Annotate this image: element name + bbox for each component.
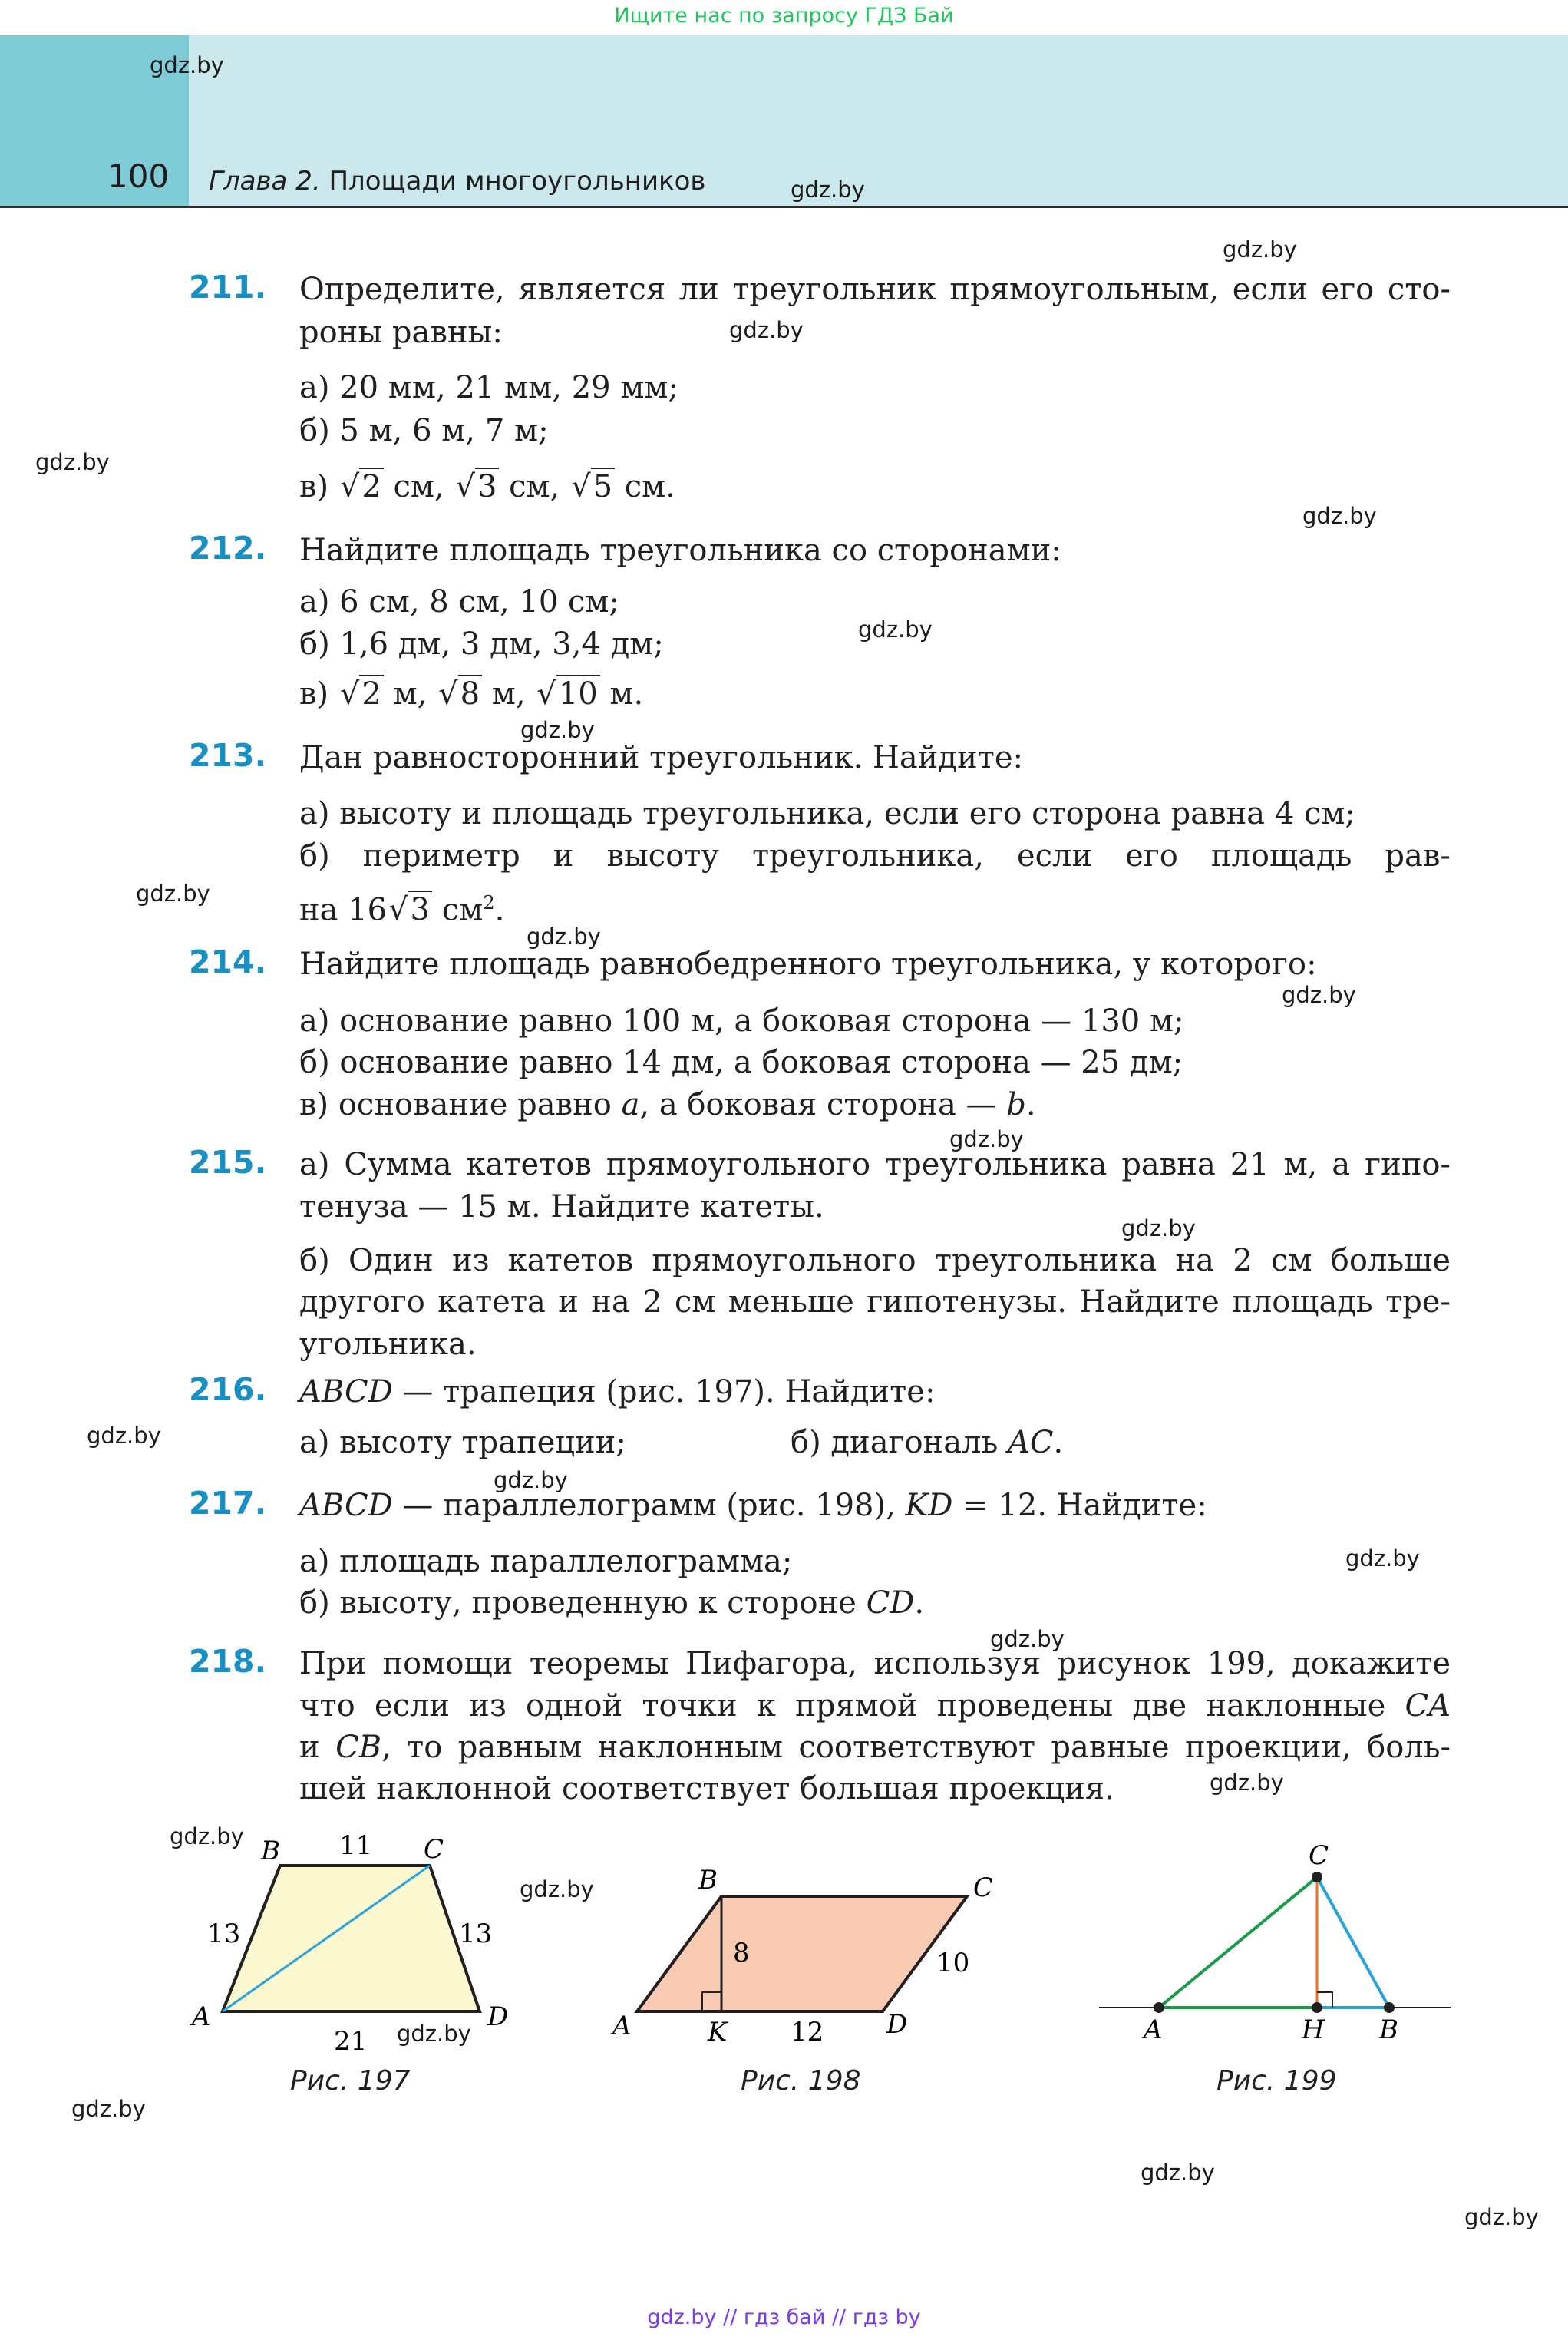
problem-option: а) основание равно 100 м, а боковая сторона — 130 м;: [299, 1003, 1184, 1039]
word: рав-: [1385, 838, 1451, 874]
text: б) высоту, проведенную к стороне: [299, 1585, 867, 1621]
watermark: gdz.by: [1464, 2204, 1539, 2230]
watermark: gdz.by: [397, 2021, 471, 2047]
text: и: [299, 1730, 336, 1765]
sqrt-expr: √3: [388, 891, 432, 928]
vertex-label: H: [1302, 2014, 1325, 2045]
var: CD: [866, 1585, 915, 1621]
watermark: gdz.by: [1223, 236, 1297, 263]
incline-ca: [1159, 1877, 1317, 2008]
vertex-label: C: [1309, 1840, 1329, 1871]
problem-option: [299, 1086, 1036, 1123]
watermark: gdz.by: [1345, 1545, 1420, 1572]
problem-text: [299, 1729, 1451, 1766]
problem-option: а) высоту трапеции;: [299, 1425, 626, 1460]
word: его: [1125, 838, 1178, 874]
vertex-label: A: [1144, 2014, 1163, 2045]
vertex-label: B: [1379, 2014, 1398, 2045]
problem-option: б) 1,6 дм, 3 дм, 3,4 дм;: [299, 626, 664, 662]
word: треугольника,: [751, 838, 984, 874]
watermark: gdz.by: [1210, 1770, 1284, 1796]
length-label: 13: [459, 1919, 493, 1949]
length-label: 10: [936, 1948, 970, 1978]
footer-links: gdz.by // гдз бай // гдз by: [647, 2305, 921, 2329]
point-c: [1312, 1872, 1322, 1882]
vertex-label: A: [612, 2011, 632, 2041]
word: площадь: [1210, 838, 1352, 874]
header-divider: [0, 206, 1568, 208]
var: b: [1006, 1087, 1026, 1122]
problem-text: При помощи теоремы Пифагора, используя рисунок 199, докажите: [299, 1646, 1451, 1681]
unit: м.: [609, 676, 644, 712]
figure-197-trapezoid: [177, 1819, 537, 2065]
watermark: gdz.by: [729, 317, 804, 343]
watermark: gdz.by: [858, 616, 933, 643]
unit: см,: [393, 469, 444, 504]
point-h: [1312, 2002, 1322, 2013]
text: .: [1053, 1425, 1064, 1460]
watermark: gdz.by: [87, 1423, 161, 1449]
watermark: gdz.by: [1121, 1215, 1196, 1241]
problem-text: б) Один из катетов прямоугольного треугольника на 2 см больше: [299, 1243, 1451, 1278]
length-label: 21: [334, 2026, 368, 2057]
sqrt-arg: 5: [591, 468, 615, 504]
problem-option: [299, 1585, 924, 1621]
text: .: [1025, 1087, 1036, 1122]
length-label: 11: [339, 1830, 373, 1861]
problem-number: 211.: [189, 269, 267, 306]
watermark: gdz.by: [520, 1876, 594, 1902]
unit: см: [441, 892, 484, 928]
unit: м,: [393, 676, 427, 712]
problem-text: другого катета и на 2 см меньше гипотенузы. Найдите площадь тре-: [299, 1284, 1451, 1320]
problem-text: а) Сумма катетов прямоугольного треугольника равна 21 м, а гипо-: [299, 1147, 1451, 1182]
vertex-label: A: [192, 2001, 211, 2032]
chapter-label: Глава 2.: [209, 166, 321, 197]
vertex-label: B: [698, 1865, 718, 1895]
figure-198-parallelogram: [606, 1858, 1021, 2057]
word: периметр: [362, 838, 520, 874]
option-label: в): [299, 469, 329, 504]
point-b: [1384, 2002, 1395, 2013]
problem-option: [299, 884, 504, 928]
problem-option: б) основание равно 14 дм, а боковая сторона — 25 дм;: [299, 1045, 1183, 1080]
sqrt-expr: √8: [438, 676, 482, 712]
figure-caption: Рис. 197: [290, 2065, 411, 2097]
text: .: [914, 1585, 925, 1621]
sqrt-expr: √10: [536, 676, 599, 712]
sqrt-arg: 3: [408, 891, 432, 927]
word: если: [1016, 838, 1093, 874]
var: AC: [1008, 1425, 1054, 1460]
problem-option: [299, 838, 1451, 874]
exponent: 2: [483, 892, 495, 914]
vertex-label: K: [708, 2017, 728, 2048]
sqrt-expr: √2: [340, 468, 384, 505]
problem-text: [299, 1687, 1451, 1724]
text: на 16: [299, 892, 388, 928]
problem-text: роны равны:: [299, 315, 503, 350]
length-label: 8: [733, 1938, 750, 1968]
sqrt-expr: √3: [455, 468, 499, 505]
page-number: 100: [107, 157, 170, 195]
problem-text: Определите, является ли треугольник прямоугольным, если его сто-: [299, 272, 1451, 307]
var: a: [621, 1087, 640, 1122]
incline-cb: [1317, 1877, 1389, 2008]
top-banner-note: Ищите нас по запросу ГДЗ Бай: [614, 4, 954, 28]
watermark: gdz.by: [71, 2096, 146, 2122]
word: б): [299, 838, 330, 874]
point-a: [1154, 2002, 1164, 2013]
text: — параллелограмм (рис. 198),: [392, 1488, 906, 1523]
chapter-name: Площади многоугольников: [328, 166, 706, 197]
var: ABCD: [299, 1488, 393, 1523]
problem-number: 215.: [189, 1144, 267, 1181]
text: — трапеция (рис. 197). Найдите:: [392, 1374, 936, 1410]
problem-text: Дан равносторонний треугольник. Найдите:: [299, 740, 1023, 775]
watermark: gdz.by: [35, 449, 110, 475]
watermark: gdz.by: [170, 1823, 244, 1849]
watermark: gdz.by: [494, 1467, 568, 1493]
watermark: gdz.by: [527, 924, 601, 950]
problem-text: Найдите площадь треугольника со сторонами:: [299, 533, 1061, 568]
problem-option: [299, 676, 643, 712]
watermark: gdz.by: [1282, 982, 1356, 1008]
problem-number: 216.: [189, 1371, 267, 1408]
watermark: gdz.by: [520, 717, 595, 743]
sqrt-arg: 2: [359, 468, 383, 504]
sqrt-arg: 8: [458, 675, 482, 712]
figure-caption: Рис. 198: [741, 2065, 861, 2097]
problem-number: 218.: [189, 1643, 267, 1680]
watermark: gdz.by: [136, 881, 210, 907]
var: CB: [335, 1730, 382, 1765]
figure-caption: Рис. 199: [1216, 2065, 1337, 2097]
chapter-title: [209, 166, 705, 197]
text: = 12. Найдите:: [952, 1488, 1207, 1523]
unit: м,: [491, 676, 526, 712]
watermark: gdz.by: [1141, 2160, 1215, 2186]
watermark: gdz.by: [791, 177, 865, 203]
problem-option: б) 5 м, 6 м, 7 м;: [299, 413, 549, 448]
text: .: [494, 892, 505, 928]
vertex-label: D: [886, 2009, 908, 2040]
sqrt-arg: 10: [556, 675, 600, 712]
text: что если из одной точки к прямой проведены две наклонные: [299, 1688, 1405, 1724]
word: высоту: [606, 838, 719, 874]
var: KD: [905, 1488, 953, 1523]
watermark: gdz.by: [990, 1626, 1065, 1652]
unit: см,: [509, 469, 560, 504]
watermark: gdz.by: [949, 1126, 1024, 1152]
sqrt-arg: 3: [475, 468, 499, 504]
trapezoid-shape: [223, 1866, 480, 2011]
text: б) диагональ: [791, 1425, 1008, 1460]
figure-199-inclines: [1090, 1835, 1474, 2050]
option-label: в): [299, 676, 329, 712]
length-label: 12: [791, 2017, 824, 2048]
problem-text: тенуза — 15 м. Найдите катеты.: [299, 1189, 824, 1225]
problem-number: 212.: [189, 530, 267, 567]
problem-option: а) площадь параллелограмма;: [299, 1544, 793, 1579]
sqrt-arg: 2: [359, 675, 383, 712]
problem-number: 214.: [189, 944, 267, 980]
problem-number: 213.: [189, 737, 267, 774]
var: CA: [1405, 1688, 1451, 1724]
problem-option: а) высоту и площадь треугольника, если его сторона равна 4 см;: [299, 796, 1355, 831]
parallelogram-shape: [637, 1896, 970, 2011]
problem-text: шей наклонной соответствует большая проекция.: [299, 1771, 1114, 1806]
text: , а боковая сторона —: [639, 1087, 1007, 1122]
vertex-label: C: [973, 1872, 994, 1903]
length-label: 13: [207, 1919, 241, 1949]
word: и: [553, 838, 574, 874]
text: , то равным наклонным соответствуют равные проекции, боль-: [381, 1730, 1451, 1765]
problem-number: 217.: [189, 1485, 267, 1522]
problem-option: [791, 1424, 1063, 1461]
problem-text: Найдите площадь равнобедренного треугольника, у которого:: [299, 947, 1317, 982]
vertex-label: C: [424, 1834, 444, 1865]
text: в) основание равно: [299, 1087, 622, 1122]
problem-text: [299, 1487, 1207, 1524]
problem-option: [299, 468, 675, 505]
sqrt-expr: √5: [571, 468, 615, 505]
watermark: gdz.by: [1302, 503, 1377, 529]
unit: см.: [624, 469, 675, 504]
watermark: gdz.by: [150, 52, 224, 78]
problem-text: [299, 1373, 935, 1410]
var: ABCD: [299, 1374, 393, 1410]
vertex-label: D: [487, 2001, 509, 2032]
problem-option: а) 20 мм, 21 мм, 29 мм;: [299, 370, 679, 405]
sqrt-expr: √2: [340, 676, 384, 712]
problem-option: а) 6 см, 8 см, 10 см;: [299, 584, 619, 620]
vertex-label: B: [261, 1836, 280, 1866]
problem-text: угольника.: [299, 1327, 477, 1362]
